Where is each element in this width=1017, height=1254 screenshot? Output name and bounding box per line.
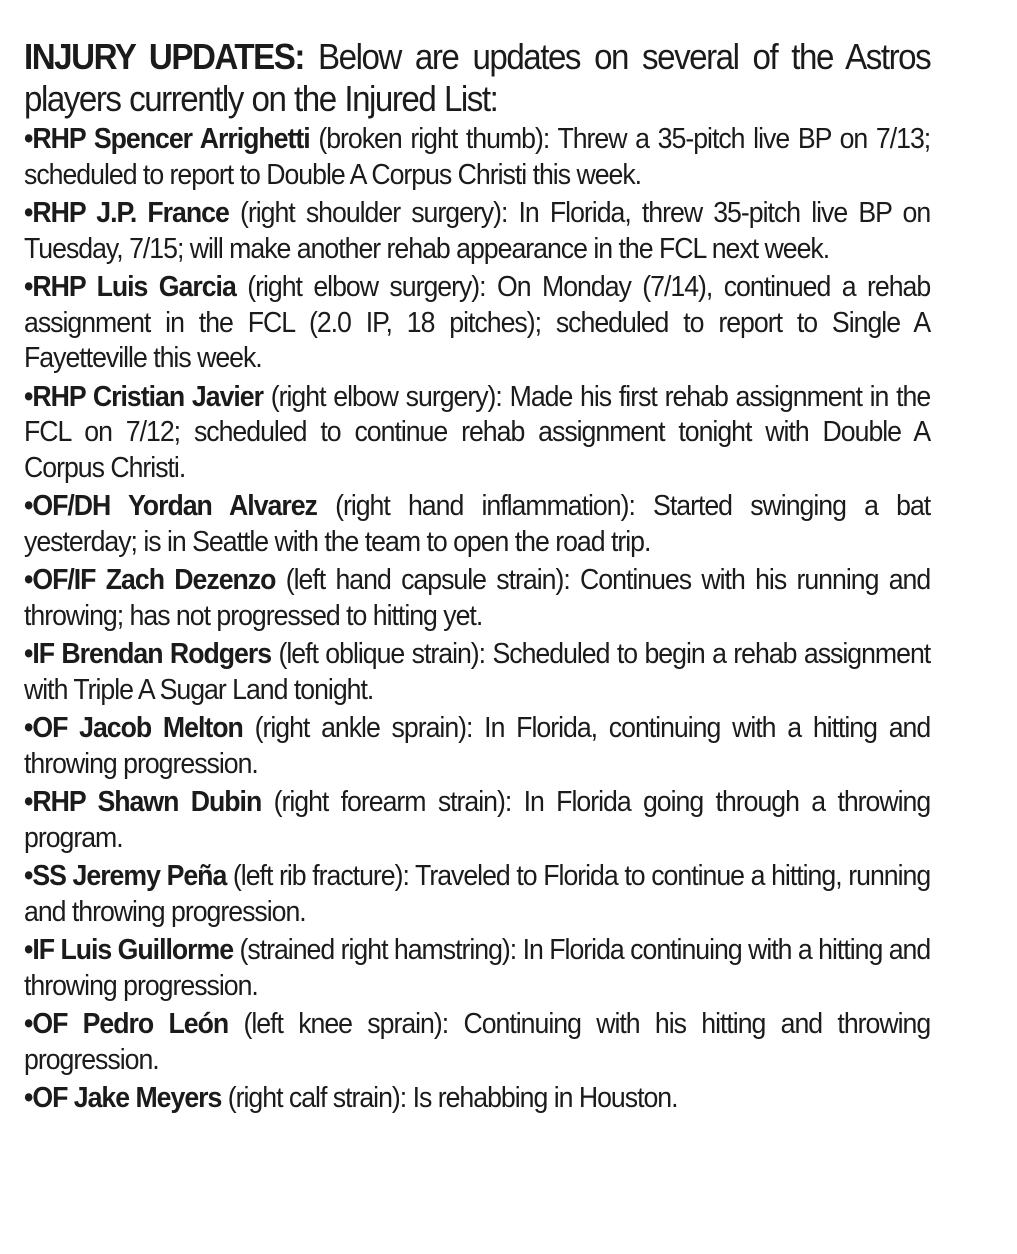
injury-detail: (left rib fracture): Traveled to Florida to continue a hitting, running and throwing progression. — [24, 860, 931, 928]
player-name: •RHP Spencer Arrighetti — [24, 123, 310, 155]
player-name: •IF Luis Guillorme — [24, 934, 234, 966]
player-name: •RHP Luis Garcia — [24, 271, 236, 303]
injury-detail: (right forearm strain): In Florida going through a throwing program. — [24, 786, 931, 854]
injury-detail: (strained right hamstring): In Florida continuing with a hitting and throwing progression. — [24, 934, 931, 1002]
player-name: •OF Jake Meyers — [24, 1082, 222, 1114]
player-name: •SS Jeremy Peña — [24, 860, 227, 892]
injury-entry-javier — [24, 380, 930, 487]
injury-entry-pena — [24, 859, 930, 930]
injury-entry-alvarez — [24, 489, 930, 560]
injury-entry-france — [24, 196, 930, 267]
injury-detail: (right shoulder surgery): In Florida, threw 35-pitch live BP on Tuesday, 7/15; will make another rehab appearance in the FCL next week. — [24, 197, 931, 265]
injury-entry-guillorme — [24, 933, 930, 1004]
injury-detail: (right elbow surgery): Made his first rehab assignment in the FCL on 7/12; scheduled to continue rehab assignment tonight with Double A Corpus Christi. — [24, 380, 931, 484]
player-name: •RHP J.P. France — [24, 197, 229, 229]
injury-detail: (right ankle sprain): In Florida, continuing with a hitting and throwing progression. — [24, 712, 931, 780]
injury-entry-garcia — [24, 270, 930, 377]
player-name: •RHP Cristian Javier — [24, 380, 263, 413]
player-name: •IF Brendan Rodgers — [24, 638, 272, 670]
injury-entry-dubin — [24, 785, 930, 856]
intro-paragraph — [24, 36, 930, 120]
injury-detail: (right elbow surgery): On Monday (7/14), continued a rehab assignment in the FCL (2.0 IP, 18 pitches); scheduled to report to Single A Fayetteville this week. — [24, 271, 931, 374]
injury-entry-arrighetti — [24, 122, 930, 193]
injury-detail: (left knee sprain): Continuing with his hitting and throwing progression. — [24, 1008, 931, 1076]
injury-entry-leon — [24, 1007, 930, 1078]
injury-entry-dezenzo — [24, 563, 930, 634]
injury-detail: (left oblique strain): Scheduled to begin a rehab assignment with Triple A Sugar Land tonight. — [24, 638, 931, 706]
injury-detail: (broken right thumb): Threw a 35-pitch live BP on 7/13; scheduled to report to Double A Corpus Christi this week. — [24, 123, 931, 191]
injury-entry-melton — [24, 711, 930, 782]
injury-detail: (left hand capsule strain): Continues with his running and throwing; has not progressed to hitting yet. — [24, 564, 931, 632]
injury-list — [24, 122, 937, 1117]
section-heading: INJURY UPDATES: — [24, 36, 304, 77]
injury-detail: (right hand inflammation): Started swinging a bat yesterday; is in Seattle with the team to open the road trip. — [24, 490, 931, 558]
player-name: •OF/DH Yordan Alvarez — [24, 490, 317, 522]
injury-entry-rodgers — [24, 637, 930, 708]
player-name: •OF Jacob Melton — [24, 712, 243, 744]
intro-text: Below are updates on several of the Astros players currently on the Injured List: — [24, 36, 931, 119]
player-name: •RHP Shawn Dubin — [24, 786, 262, 818]
player-name: •OF Pedro León — [24, 1008, 229, 1040]
player-name: •OF/IF Zach Dezenzo — [24, 564, 276, 596]
injury-detail: (right calf strain): Is rehabbing in Houston. — [227, 1082, 678, 1114]
injury-entry-meyers — [24, 1081, 930, 1117]
